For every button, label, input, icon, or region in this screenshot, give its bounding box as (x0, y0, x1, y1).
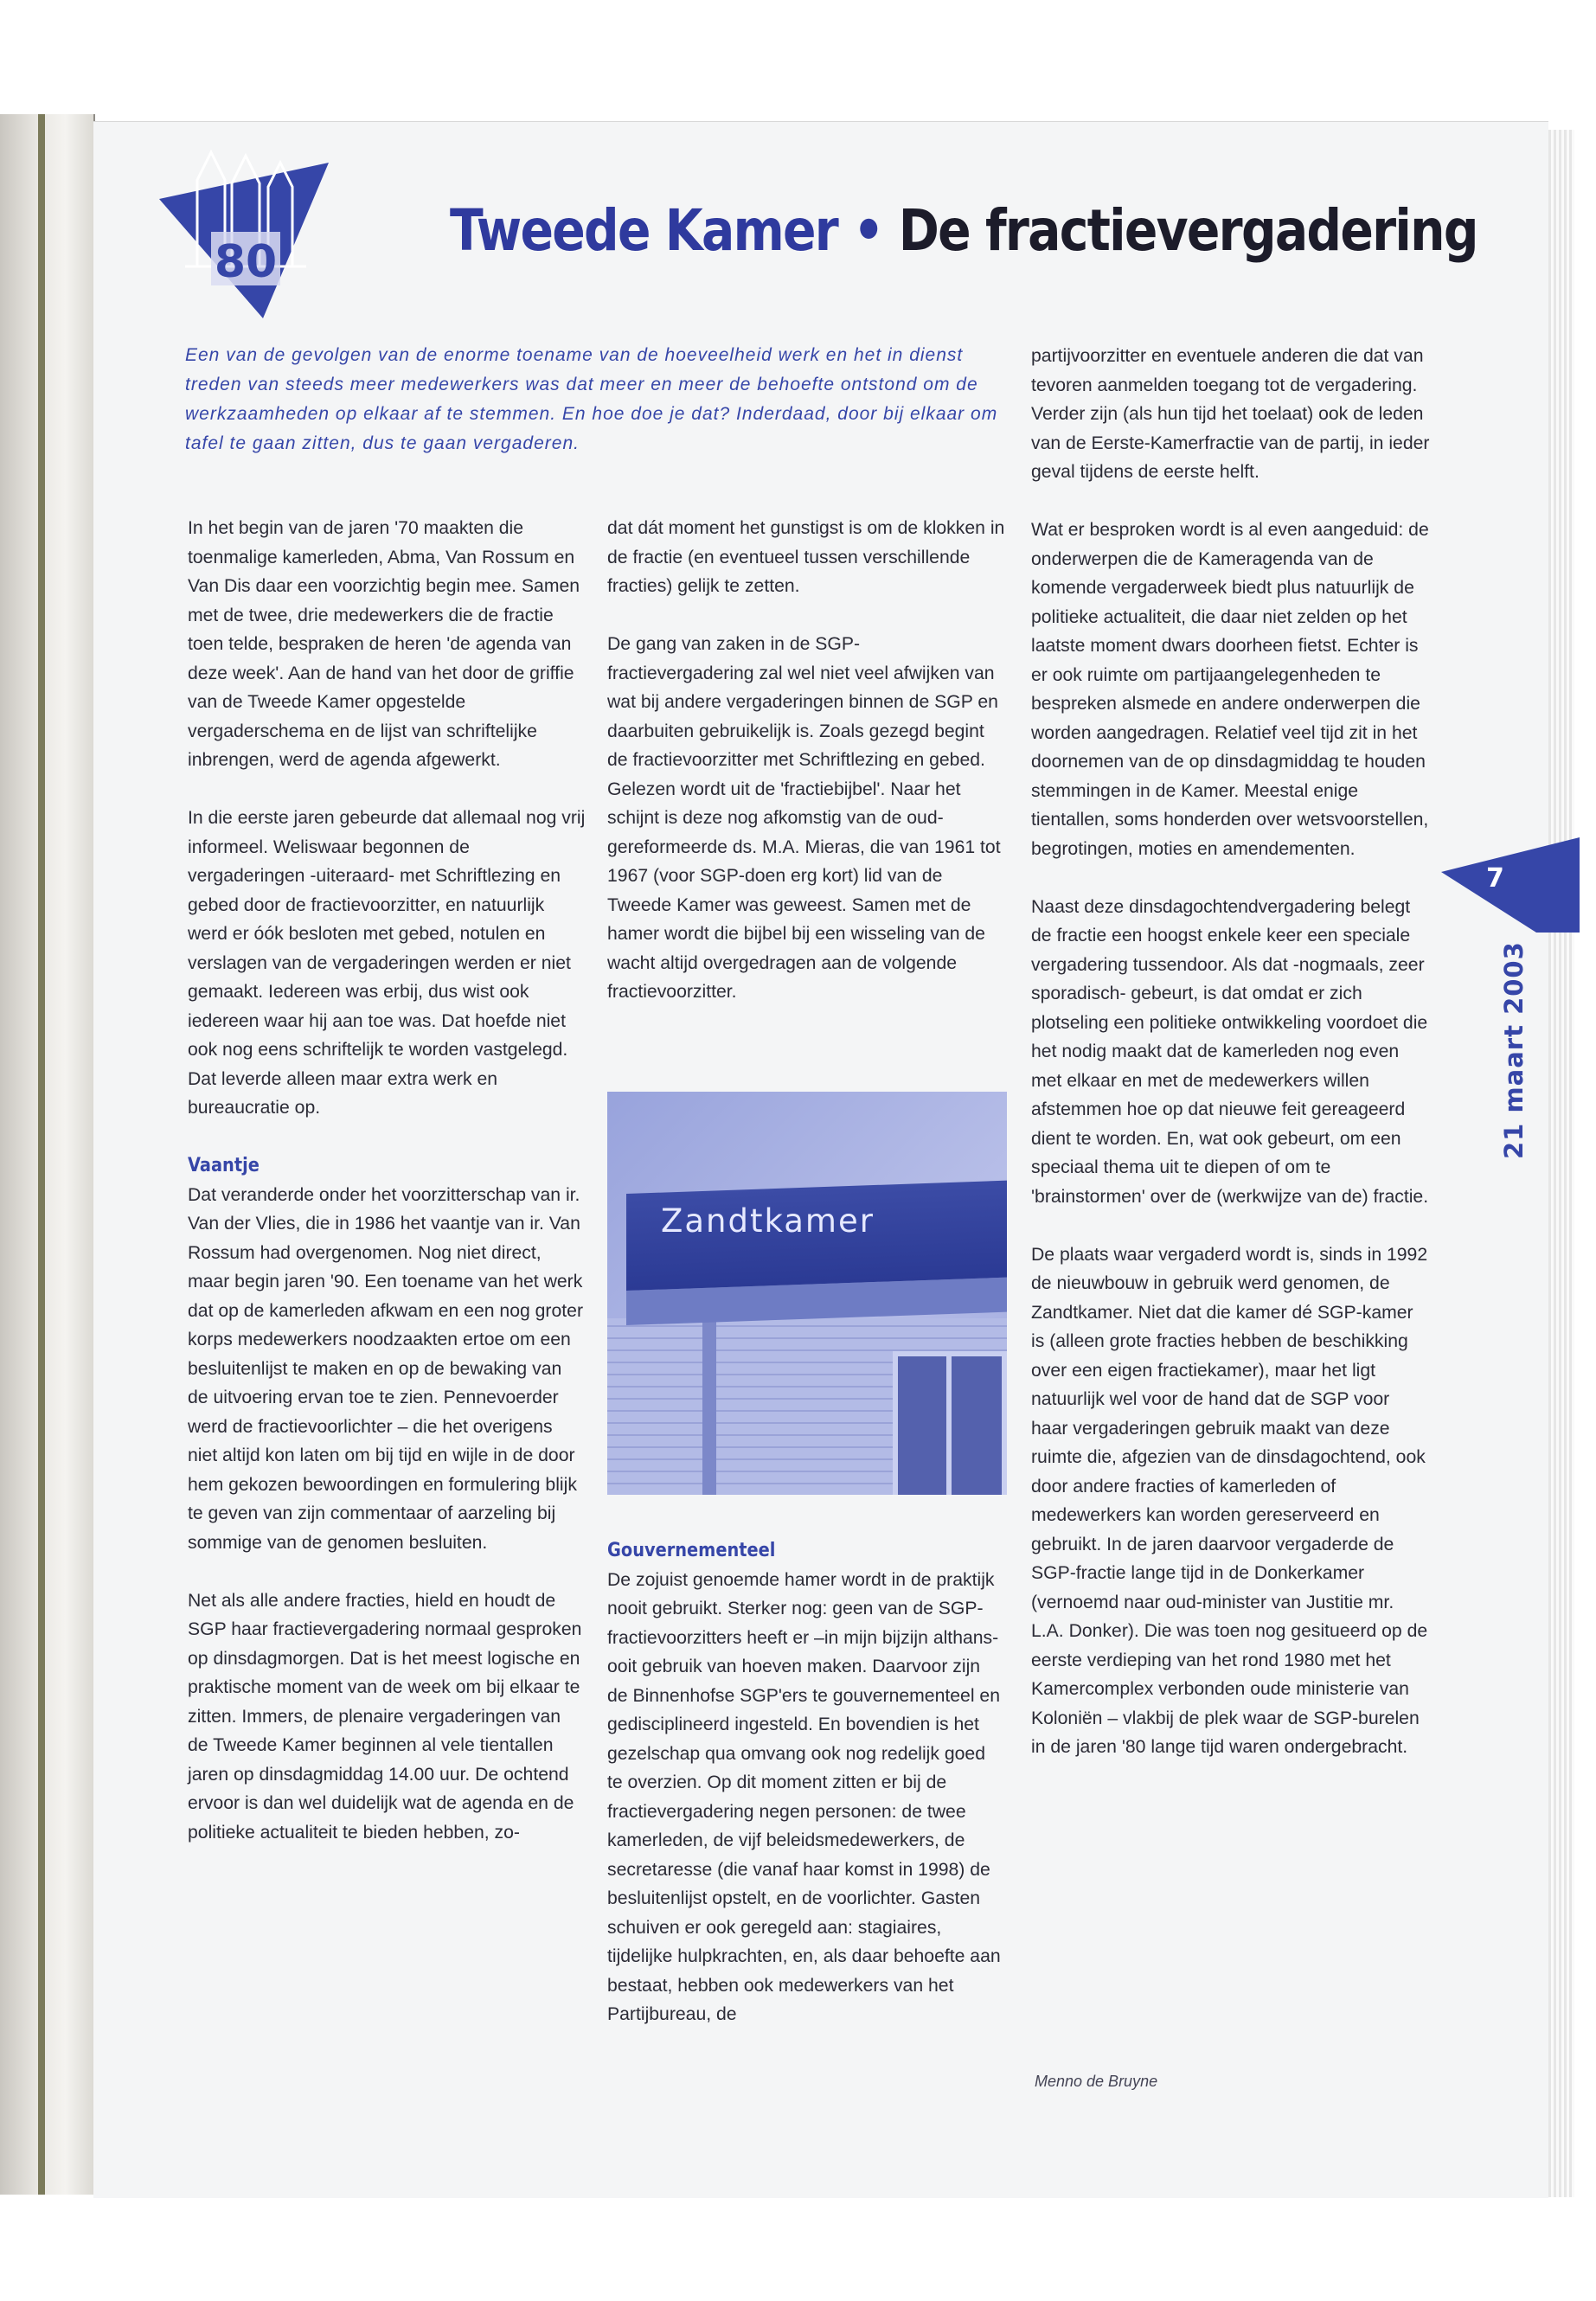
window (893, 1351, 1007, 1495)
binding-spine-edge (38, 114, 45, 2195)
paragraph: In het begin van de jaren '70 maakten die toenmalige kamerleden, Abma, Van Rossum en Van Dis daar een voorzichtig begin mee. Samen met de twee, drie medewerkers die de fractie toen telde, bespraken de heren 'de agenda van deze week'. Aan de hand van het door de griffie van de Tweede Kamer opgestelde vergaderschema en de lijst van schriftelijke inbrengen, werd de agenda afgewerkt. (188, 518, 580, 770)
paragraph: In die eerste jaren gebeurde dat allemaal nog vrij informeel. Weliswaar begonnen de vergaderingen -uiteraard- met Schriftlezing en gebed door de fractievoorzitter, en natuurlijk werd er óók besloten met gebed, notulen en verslagen van de vergaderingen werden er niet gemaakt. Iedereen was erbij, dus wist ook iedereen waar hij aan toe was. Dat hoefde niet ook nog eens schriftelijk te worden vastgelegd. Dat leverde alleen maar extra werk en bureaucratie op. (188, 808, 586, 1118)
section-heading-gouvernementeel: Gouvernementeel (607, 1540, 776, 1561)
page-tab-icon (1441, 837, 1580, 933)
room-sign-label: Zandtkamer (661, 1202, 875, 1240)
article-column-3 (1031, 342, 1431, 1762)
paragraph: partijvoorzitter en eventuele anderen die dat van tevoren aanmelden toegang tot de vergadering. Verder zijn (als hun tijd het toelaat) ook de leden van de Eerste-Kamerfractie van de partij, in ieder geval tijdens de eerste helft. (1031, 346, 1430, 482)
article-author: Menno de Bruyne (1035, 2073, 1158, 2090)
paragraph: De zojuist genoemde hamer wordt in de praktijk nooit gebruikt. Sterker nog: geen van de SGP-fractievoorzitters heeft er –in mijn bijzijn althans- ooit gebruik van hoeven maken. Daarvoor zijn de Binnenhofse SGP'ers te gouvernementeel en gedisciplineerd ingesteld. En bovendien is het gezelschap qua omvang ook nog redelijk goed te overzien. Op dit moment zitten er bij de fractievergadering negen personen: de twee kamerleden, de vijf beleidsmedewerkers, de secretaresse (die vanaf haar komst in 1998) de besluitenlijst opstelt, en de voorlichter. Gasten schuiven er ook geregeld aan: stagiaires, tijdelijke hulpkrachten, en, als daar behoefte aan bestaat, hebben ook medewerkers van het Partijbureau, de (607, 1569, 1001, 2024)
article-column-2-lower (607, 1536, 1005, 2029)
book-binding (0, 114, 95, 2195)
page-title (450, 197, 1477, 264)
page-number: 7 (1486, 863, 1504, 894)
logo-number: 80 (214, 236, 278, 288)
paragraph: dat dát moment het gunstigst is om de klokken in de fractie (en eventueel tussen verschillende fracties) gelijk te zetten. (607, 518, 1005, 596)
paragraph: Net als alle andere fracties, hield en houdt de SGP haar fractievergadering normaal gesproken op dinsdagmorgen. Dat is het meest logische en praktische moment van de week om bij elkaar te zitten. Immers, de plenaire vergaderingen van de Tweede Kamer beginnen al vele tientallen jaren op dinsdagmiddag 14.00 uur. De ochtend ervoor is dan wel duidelijk wat de agenda en de politieke actualiteit te bieden hebben, zo- (188, 1590, 582, 1843)
paragraph: Naast deze dinsdagochtendvergadering belegt de fractie een hoogst enkele keer een speciale vergadering tussendoor. Als dat -nogmaals, zeer sporadisch- gebeurt, is dat omdat er zich plotseling een politieke ontwikkeling voordoet die het nodig maakt dat de kamerleden nog even met elkaar en met de medewerkers willen afstemmen hoe op dat nieuwe feit gereageerd dient te worden. En, wat ook gebeurt, om een speciaal thema uit te diepen of om te 'brainstormen' over de (werkwijze van de) fractie. (1031, 896, 1429, 1207)
title-part-2: De fractievergadering (898, 197, 1477, 264)
article-column-2 (607, 514, 1005, 1007)
title-part-1: Tweede Kamer (450, 197, 838, 264)
paragraph: Dat veranderde onder het voorzitterschap van ir. Van der Vlies, die in 1986 het vaantje van ir. Van Rossum had overgenomen. Nog niet direct, maar begin jaren '90. Een toename van het werk dat op de kamerleden afkwam en een nog groter korps medewerkers noodzaakten ertoe om een besluitenlijst te maken en op de bewaking van de uitvoering ervan toe te zien. Pennevoerder werd de fractievoorlichter – die het overigens niet altijd kon laten om bij tijd en wijle in de door hem gekozen bewoordingen en formulering blijk te geven van zijn commentaar of aarzeling bij sommige van de genomen besluiten. (188, 1184, 584, 1553)
page-stack-edges (1548, 130, 1574, 2197)
article-column-1 (188, 514, 586, 1847)
paragraph: De plaats waar vergaderd wordt is, sinds in 1992 de nieuwbouw in gebruik werd genomen, de Zandtkamer. Niet dat die kamer dé SGP-kamer is (alleen grote fracties hebben de beschikking over een eigen fractiekamer), maar het ligt natuurlijk wel voor de hand dat de SGP voor haar vergaderingen gebruik maakt van deze ruimte die, afgezien van de dinsdagochtend, ook door andere fracties of kamerleden of medewerkers kan worden gereserveerd en gebruikt. In de jaren daarvoor vergaderde de SGP-fractie lange tijd in de Donkerkamer (vernoemd naar oud-minister van Justitie mr. L.A. Donker). Die was toen nog gesitueerd op de eerste verdieping van het rond 1980 met het Kamercomplex verbonden oude ministerie van Koloniën – vlakbij de plek waar de SGP-burelen in de jaren '80 lange tijd waren ondergebracht. (1031, 1244, 1428, 1757)
issue-date: 21 maart 2003 (1499, 941, 1529, 1159)
paragraph: Wat er besproken wordt is al even aangeduid: de onderwerpen die de Kameragenda van de komende vergaderweek biedt plus natuurlijk de politieke actualiteit, die daar niet zelden op het laatste moment dwars doorheen fietst. Echter is er ook ruimte om partijaangelegenheden te bespreken alsmede en andere onderwerpen die worden aangedragen. Relatief veel tijd zit in het doornemen van de op dinsdagmiddag te houden stemmingen in de Kamer. Meestal enige tientallen, soms honderden over wetsvoorstellen, begrotingen, moties en amendementen. (1031, 520, 1429, 859)
paragraph: De gang van zaken in de SGP-fractievergadering zal wel niet veel afwijken van wat bij andere vergaderingen binnen de SGP en daarbuiten gebruikelijk is. Zoals gezegd begint de fractievoorzitter met Schriftlezing en gebed. Gelezen wordt uit de 'fractiebijbel'. Naar het schijnt is deze nog afkomstig van de oud-gereformeerde ds. M.A. Mieras, die van 1961 tot 1967 (voor SGP-doen erg kort) lid van de Tweede Kamer was geweest. Samen met de hamer wordt die bijbel bij een wisseling van de wacht altijd overgedragen aan de volgende fractievoorzitter. (607, 634, 1001, 1002)
title-separator: • (853, 197, 883, 264)
article-intro: Een van de gevolgen van de enorme toename van de hoeveelheid werk en het in dienst treden van steeds meer medewerkers was dat meer en meer de behoefte ontstond om de werkzaamheden op elkaar af te stemmen. En hoe doe je dat? Inderdaad, door bij elkaar om tafel te gaan zitten, dus te gaan vergaderen. (185, 345, 998, 453)
zandtkamer-photo (607, 1092, 1007, 1495)
anniversary-logo-icon (159, 145, 358, 327)
section-heading-vaantje: Vaantje (188, 1155, 260, 1176)
